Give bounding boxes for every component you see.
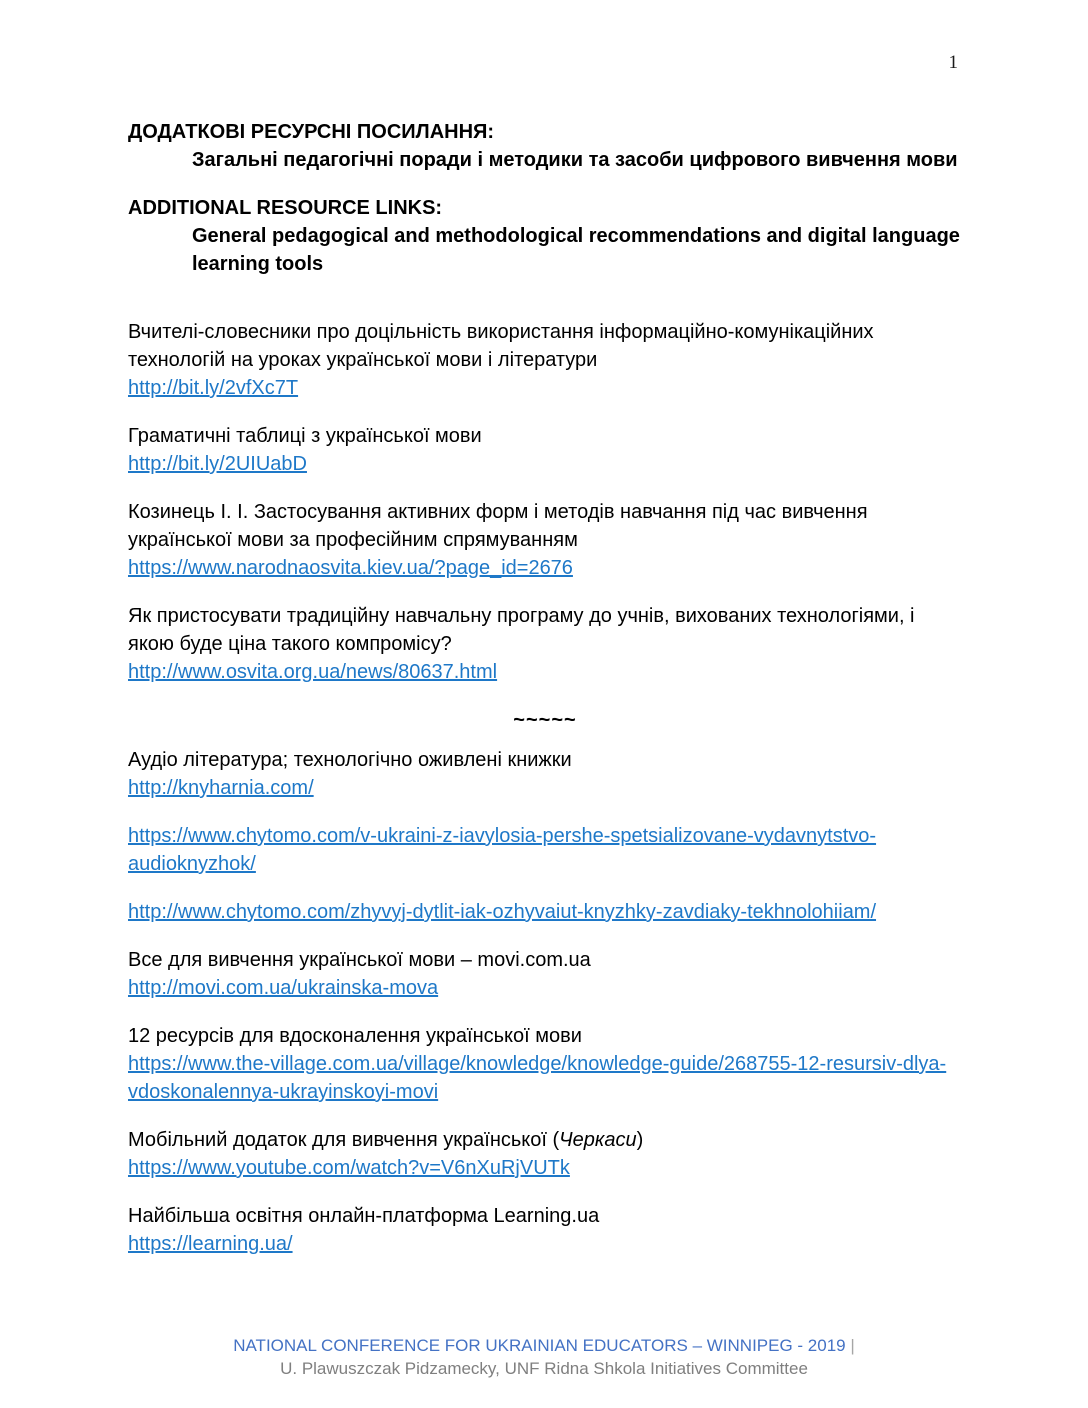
footer-conference-line: [0, 1334, 1088, 1357]
resource-description: Козинець І. І. Застосування активних форм і методів навчання під час вивчення української мови за професійним спрямуванням: [128, 501, 868, 551]
resource-link[interactable]: http://knyharnia.com/: [128, 777, 314, 799]
footer-divider-bar: |: [850, 1336, 855, 1355]
header-block-en: [128, 194, 962, 278]
resource-section: [128, 946, 962, 1002]
document-subtitle-ua: Загальні педагогічні поради і методики та засоби цифрового вивчення мови: [192, 149, 958, 171]
resource-section: [128, 1126, 962, 1182]
resource-link[interactable]: http://www.chytomo.com/zhyvyj-dytlit-iak-ozhyvaiut-knyzhky-zavdiaky-tekhnolohiiam/: [128, 901, 877, 923]
resource-description: Аудіо література; технологічно оживлені книжки: [128, 749, 572, 771]
page-number: 1: [948, 52, 958, 73]
resource-description: [128, 1126, 962, 1154]
resource-section: [128, 822, 962, 878]
resource-section: [128, 602, 962, 686]
tilde-separator: ~~~~~: [513, 709, 577, 731]
resource-section: [128, 498, 962, 582]
resource-link[interactable]: http://bit.ly/2UIUabD: [128, 453, 307, 475]
resource-section: [128, 1022, 962, 1106]
resource-description: 12 ресурсів для вдосконалення української мови: [128, 1025, 582, 1047]
resource-section: [128, 318, 962, 402]
resource-section: [128, 1202, 962, 1258]
footer-conference-text: NATIONAL CONFERENCE FOR UKRAINIAN EDUCATORS – WINNIPEG - 2019: [233, 1336, 846, 1355]
document-title-en: ADDITIONAL RESOURCE LINKS:: [128, 197, 443, 219]
document-title-ua: ДОДАТКОВІ РЕСУРСНІ ПОСИЛАННЯ:: [128, 121, 495, 143]
resource-description: Все для вивчення української мови – movi.com.ua: [128, 949, 591, 971]
resource-description-prefix: Мобільний додаток для вивчення української (: [128, 1129, 560, 1151]
document-subtitle-en: General pedagogical and methodological recommendations and digital language learning tools: [192, 225, 960, 275]
resource-section: [128, 746, 962, 802]
resource-link[interactable]: https://www.narodnaosvita.kiev.ua/?page_id=2676: [128, 557, 573, 579]
resource-link[interactable]: http://bit.ly/2vfXc7T: [128, 377, 299, 399]
resource-link[interactable]: http://movi.com.ua/ukrainska-mova: [128, 977, 439, 999]
resource-description-suffix: ): [636, 1129, 644, 1151]
footer-committee-line: U. Plawuszczak Pidzamecky, UNF Ridna Shkola Initiatives Committee: [280, 1359, 808, 1378]
resource-link[interactable]: https://www.chytomo.com/v-ukraini-z-iavylosia-pershe-spetsializovane-vydavnytstvo-audioknyzhok/: [128, 825, 877, 875]
resource-description: Найбільша освітня онлайн-платформа Learning.ua: [128, 1205, 600, 1227]
resource-description-italic: Черкаси: [559, 1129, 637, 1151]
resource-link[interactable]: https://www.the-village.com.ua/village/knowledge/knowledge-guide/268755-12-resursiv-dlya-vdoskonalennya-ukrayinskoyi-movi: [128, 1053, 947, 1103]
resource-description: Граматичні таблиці з української мови: [128, 425, 482, 447]
resource-link[interactable]: https://learning.ua/: [128, 1233, 293, 1255]
resource-section: [128, 898, 962, 926]
resource-section: [128, 422, 962, 478]
resource-description: Як пристосувати традиційну навчальну програму до учнів, вихованих технологіями, і якою буде ціна такого компромісу?: [128, 605, 915, 655]
header-block-ua: [128, 118, 962, 174]
resource-list: [128, 318, 962, 1258]
resource-link[interactable]: http://www.osvita.org.ua/news/80637.html: [128, 661, 498, 683]
page-footer: [0, 1334, 1088, 1380]
resource-description: Вчителі-словесники про доцільність використання інформаційно-комунікаційних технологій на уроках української мови і літератури: [128, 321, 874, 371]
resource-link[interactable]: https://www.youtube.com/watch?v=V6nXuRjVUTk: [128, 1157, 570, 1179]
